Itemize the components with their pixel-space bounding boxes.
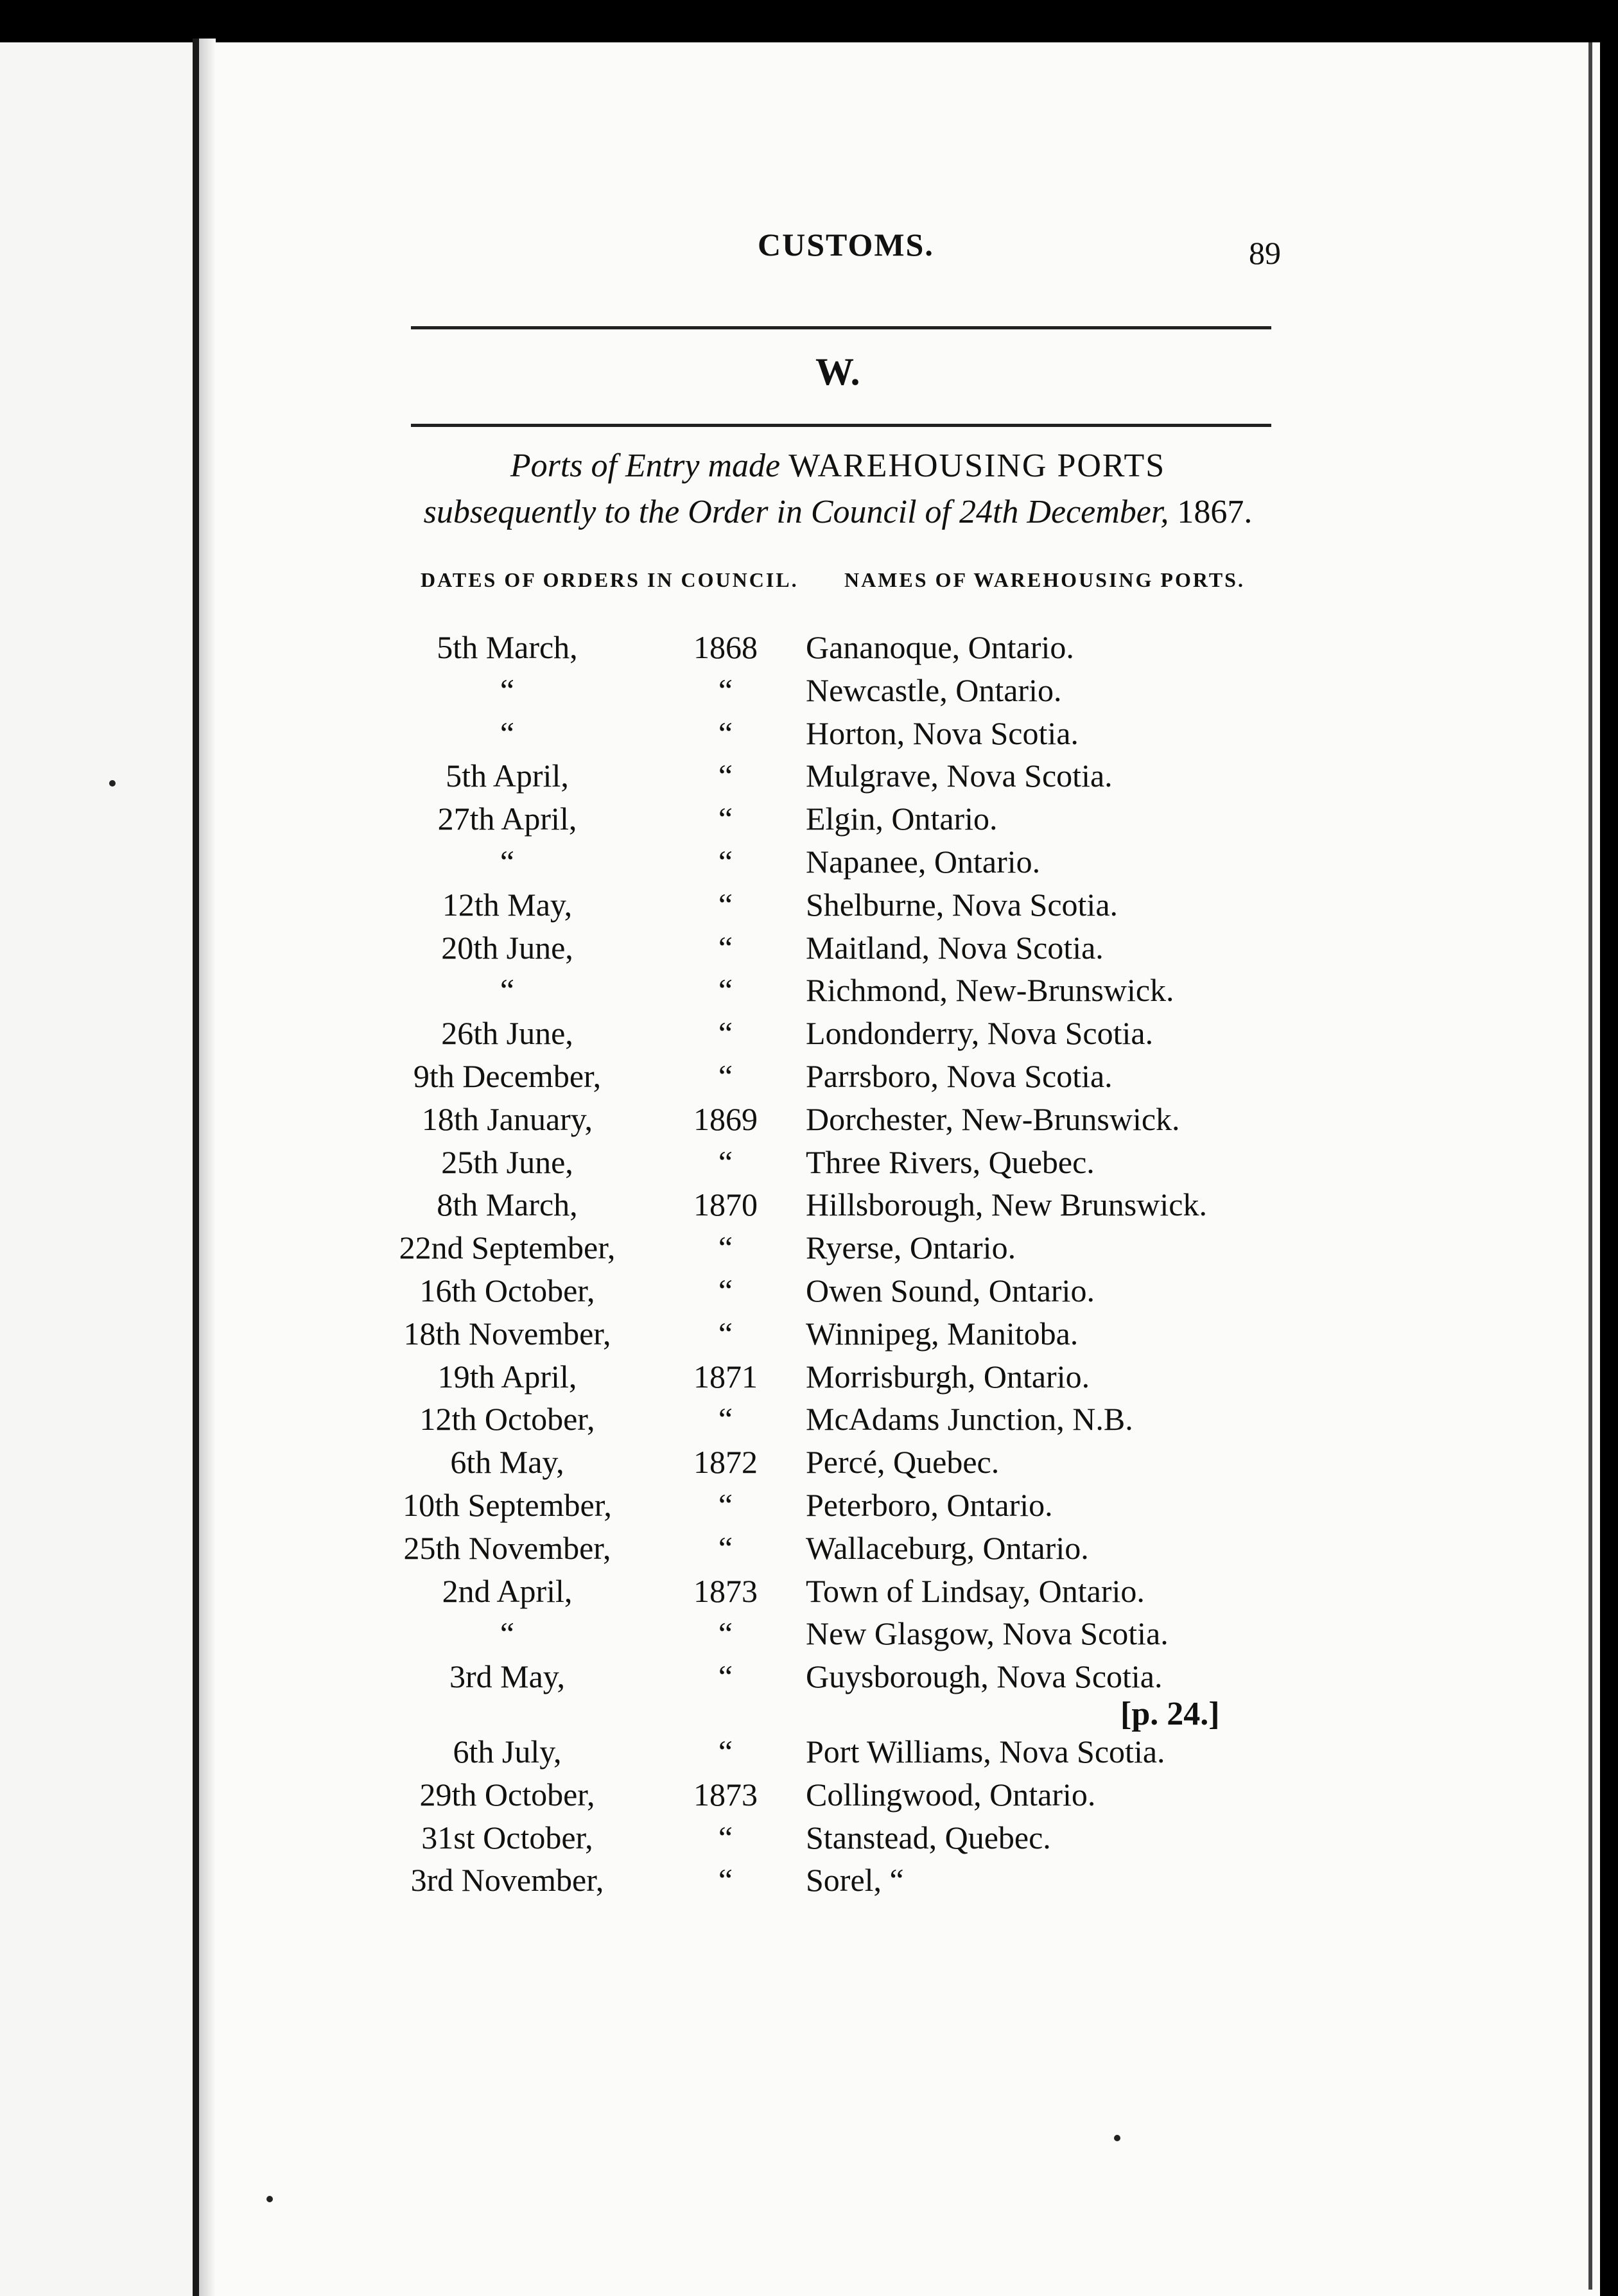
entry-port: Maitland, Nova Scotia. (806, 929, 1104, 966)
list-item (0, 1141, 1618, 1184)
entry-year: “ (718, 1401, 733, 1438)
entry-port: Percé, Quebec. (806, 1444, 1000, 1481)
entry-date: 18th November, (403, 1315, 611, 1352)
list-item (0, 1773, 1618, 1816)
entry-date: 31st October, (421, 1819, 593, 1856)
intro-year: 1867. (1177, 494, 1253, 530)
section-letter: W. (815, 351, 860, 393)
entry-year: “ (718, 1529, 733, 1566)
intro-line-1 (398, 443, 1278, 489)
entry-year: “ (718, 1658, 733, 1695)
list-item (0, 1859, 1618, 1902)
entry-port: Hillsborough, New Brunswick. (806, 1187, 1207, 1223)
entry-port: Dorchester, New-Brunswick. (806, 1100, 1180, 1137)
entry-date: 18th January, (421, 1100, 593, 1137)
entry-date: 12th May, (442, 886, 573, 923)
entry-date: 6th May, (450, 1444, 564, 1481)
entry-port: Wallaceburg, Ontario. (806, 1529, 1089, 1566)
list-item (0, 840, 1618, 883)
entry-year: “ (718, 1486, 733, 1523)
entry-date: 6th July, (453, 1734, 562, 1770)
entry-port: Guysborough, Nova Scotia. (806, 1658, 1163, 1695)
entry-date: 26th June, (441, 1015, 573, 1052)
entry-year: “ (718, 1272, 733, 1309)
list-item (0, 754, 1618, 797)
list-item (0, 1226, 1618, 1269)
entry-port: Winnipeg, Manitoba. (806, 1315, 1079, 1352)
list-item (0, 969, 1618, 1012)
entry-port: Town of Lindsay, Ontario. (806, 1572, 1145, 1609)
entry-date: 25th June, (441, 1144, 573, 1180)
entries-list-continued (0, 1730, 1618, 1902)
entry-year: “ (718, 1615, 733, 1652)
scan-speck (1114, 2135, 1120, 2141)
list-item (0, 1055, 1618, 1098)
entry-date: 25th November, (403, 1529, 611, 1566)
entry-port: Ryerse, Ontario. (806, 1230, 1016, 1266)
list-item (0, 1570, 1618, 1613)
entry-date: “ (500, 1615, 515, 1652)
list-item (0, 1312, 1618, 1355)
entry-year: 1872 (693, 1444, 758, 1481)
entry-year: “ (718, 801, 733, 837)
entry-port: Horton, Nova Scotia. (806, 715, 1079, 751)
entry-port: Richmond, New-Brunswick. (806, 972, 1174, 1009)
entry-date: “ (500, 972, 515, 1009)
list-item (0, 1012, 1618, 1055)
list-item (0, 626, 1618, 669)
entry-date: 22nd September, (399, 1230, 616, 1266)
entry-date: 2nd April, (442, 1572, 573, 1609)
intro-italic-2: subsequently to the Order in Council of 24th December, (423, 494, 1169, 530)
entry-year: “ (718, 1315, 733, 1352)
entry-port: Londonderry, Nova Scotia. (806, 1015, 1154, 1052)
list-item (0, 1098, 1618, 1141)
entry-port: Elgin, Ontario. (806, 801, 998, 837)
entry-year: 1871 (693, 1358, 758, 1395)
top-rule (411, 326, 1271, 329)
entry-year: 1873 (693, 1572, 758, 1609)
page-number: 89 (1249, 235, 1281, 271)
entry-year: 1868 (693, 629, 758, 665)
entry-date: 5th April, (446, 758, 569, 794)
entry-year: 1869 (693, 1100, 758, 1137)
entry-date: 8th March, (437, 1187, 578, 1223)
entry-date: 19th April, (437, 1358, 577, 1395)
entries-list (0, 626, 1618, 1698)
entry-date: 9th December, (413, 1057, 602, 1094)
entry-year: “ (718, 715, 733, 751)
entry-port: Owen Sound, Ontario. (806, 1272, 1095, 1309)
entry-date: 5th March, (437, 629, 578, 665)
entry-date: 16th October, (419, 1272, 595, 1309)
column-header-names: NAMES OF WAREHOUSING PORTS. (844, 568, 1245, 591)
list-item (0, 1183, 1618, 1226)
entry-year: “ (718, 1862, 733, 1899)
list-item (0, 669, 1618, 712)
list-item (0, 1484, 1618, 1527)
entry-date: 27th April, (437, 801, 577, 837)
entry-date: 10th September, (403, 1486, 612, 1523)
intro-italic-1: Ports of Entry made (510, 448, 781, 484)
entry-year: “ (718, 1819, 733, 1856)
entry-port: Port Williams, Nova Scotia. (806, 1734, 1165, 1770)
entry-port: Mulgrave, Nova Scotia. (806, 758, 1113, 794)
entry-year: “ (718, 1144, 733, 1180)
entry-date: “ (500, 715, 515, 751)
list-item (0, 1441, 1618, 1484)
entry-port: Morrisburgh, Ontario. (806, 1358, 1090, 1395)
list-item (0, 1612, 1618, 1655)
entry-port: Collingwood, Ontario. (806, 1776, 1096, 1813)
scan-border-top (0, 0, 1618, 42)
list-item (0, 1355, 1618, 1398)
entry-port: Shelburne, Nova Scotia. (806, 886, 1118, 923)
scan-speck (109, 780, 116, 787)
entry-year: “ (718, 1230, 733, 1266)
list-item (0, 926, 1618, 970)
entry-date: 29th October, (419, 1776, 595, 1813)
scan-speck (266, 2196, 273, 2202)
list-item (0, 1816, 1618, 1859)
list-item (0, 1655, 1618, 1698)
entry-year: “ (718, 758, 733, 794)
entry-year: “ (718, 1057, 733, 1094)
entry-year: 1870 (693, 1187, 758, 1223)
intro-caps: WAREHOUSING PORTS (788, 448, 1166, 484)
entry-date: “ (500, 843, 515, 880)
entry-date: 12th October, (419, 1401, 595, 1438)
section-intro (398, 443, 1278, 535)
entry-port: Sorel, “ (806, 1862, 904, 1899)
entry-year: “ (718, 672, 733, 708)
list-item (0, 883, 1618, 926)
list-item (0, 1398, 1618, 1441)
entry-date: 20th June, (441, 929, 573, 966)
intro-line-2 (398, 489, 1278, 535)
list-item (0, 1269, 1618, 1312)
entry-date: 3rd November, (410, 1862, 604, 1899)
entry-port: Stanstead, Quebec. (806, 1819, 1051, 1856)
list-item (0, 1527, 1618, 1570)
entry-year: “ (718, 929, 733, 966)
column-header-dates: DATES OF ORDERS IN COUNCIL. (421, 568, 799, 591)
entry-year: “ (718, 843, 733, 880)
entry-port: Three Rivers, Quebec. (806, 1144, 1095, 1180)
entry-port: Gananoque, Ontario. (806, 629, 1074, 665)
running-title: CUSTOMS. (758, 227, 934, 263)
bottom-rule (411, 424, 1271, 427)
entry-year: “ (718, 886, 733, 923)
list-item (0, 1730, 1618, 1773)
entry-port: McAdams Junction, N.B. (806, 1401, 1133, 1438)
entry-port: Peterboro, Ontario. (806, 1486, 1053, 1523)
entry-year: “ (718, 1015, 733, 1052)
entry-port: Newcastle, Ontario. (806, 672, 1062, 708)
list-item (0, 797, 1618, 840)
entry-year: “ (718, 972, 733, 1009)
entry-date: “ (500, 672, 515, 708)
list-item (0, 712, 1618, 755)
entry-year: “ (718, 1734, 733, 1770)
entry-port: New Glasgow, Nova Scotia. (806, 1615, 1169, 1652)
entry-year: 1873 (693, 1776, 758, 1813)
entry-date: 3rd May, (449, 1658, 566, 1695)
entry-port: Napanee, Ontario. (806, 843, 1041, 880)
entry-port: Parrsboro, Nova Scotia. (806, 1057, 1113, 1094)
page-reference: [p. 24.] (1120, 1696, 1220, 1732)
